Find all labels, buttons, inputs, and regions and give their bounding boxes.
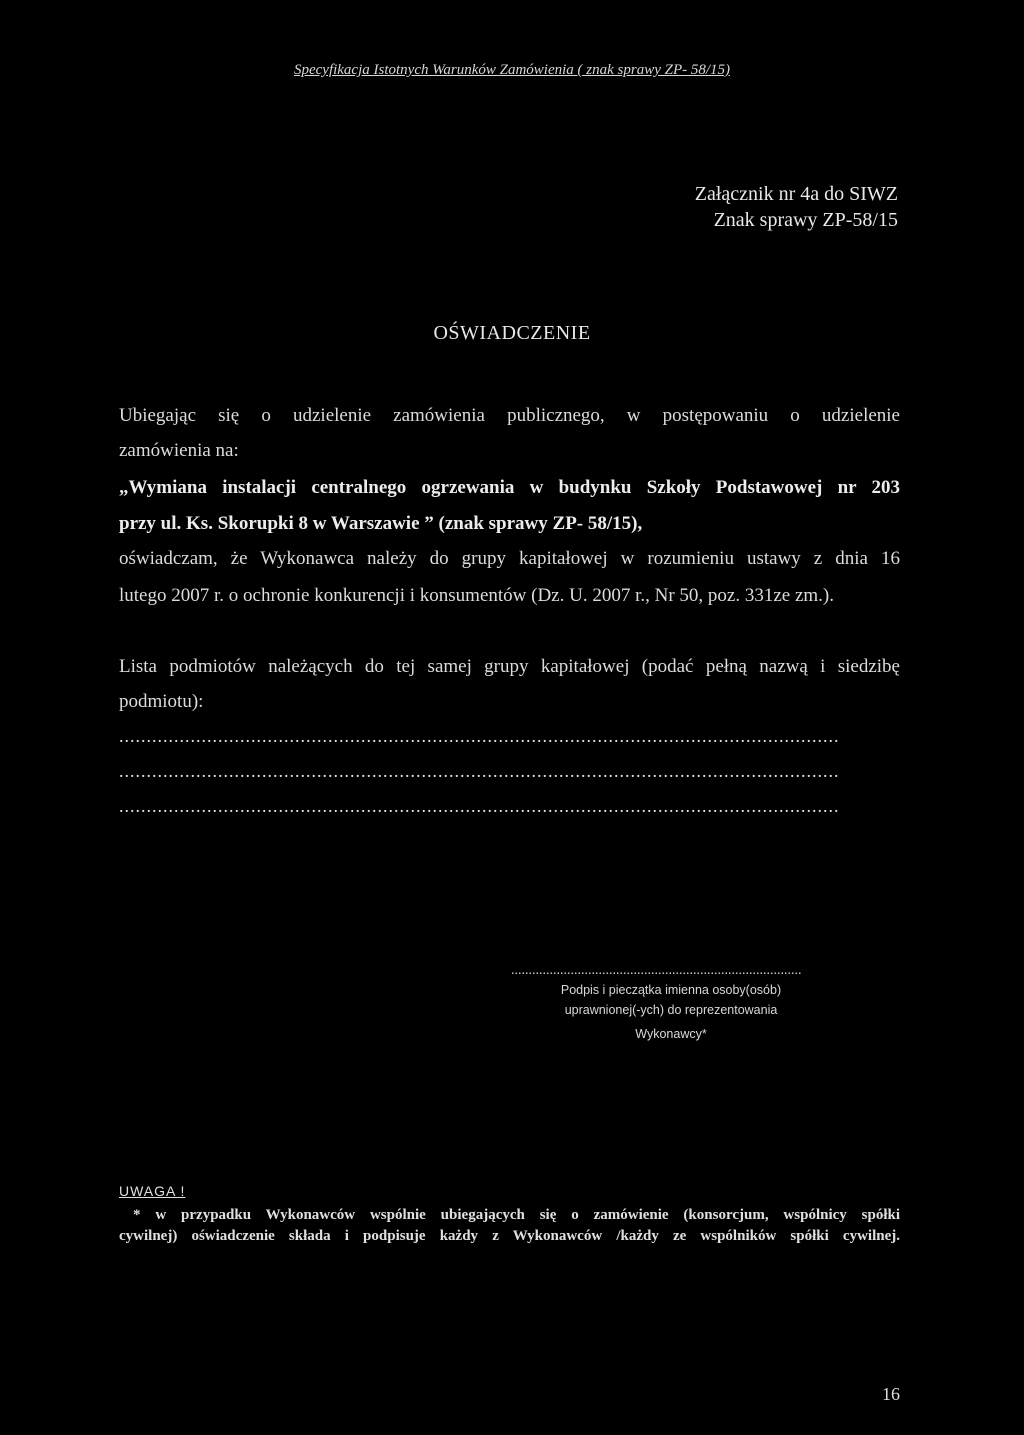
case-reference: Znak sprawy ZP-58/15 (713, 209, 898, 231)
document-header: Specyfikacja Istotnych Warunków Zamówienia ( znak sprawy ZP- 58/15) (293, 62, 731, 78)
signature-caption-3: Wykonawcy* (635, 1027, 707, 1041)
note-line-1: * w przypadku Wykonawców wspólnie ubiegających się o zamówienie (konsorcjum, wspólnicy spółki (133, 1207, 900, 1223)
note-line-2: cywilnej) oświadczenie składa i podpisuje każdy z Wykonawców /każdy ze wspólników spółki cywilnej. (119, 1228, 900, 1244)
intro-line-2: zamówienia na: (119, 440, 239, 461)
fill-line-2: ................................................................................................................................... (119, 761, 840, 781)
fill-line-3: ................................................................................................................................... (119, 796, 840, 816)
signature-caption-1: Podpis i pieczątka imienna osoby(osób) (560, 983, 782, 997)
declaration-line-1: oświadczam, że Wykonawca należy do grupy kapitałowej w rozumieniu ustawy z dnia 16 (119, 548, 900, 569)
list-instruction-line-2: podmiotu): (119, 691, 204, 712)
document-title: OŚWIADCZENIE (433, 322, 591, 344)
signature-line: ................................................................................... (511, 963, 802, 978)
list-instruction-line-1: Lista podmiotów należących do tej samej grupy kapitałowej (podać pełną nazwą i siedzibę (119, 656, 900, 677)
note-heading: UWAGA ! (119, 1183, 186, 1199)
subject-line-1: „Wymiana instalacji centralnego ogrzewania w budynku Szkoły Podstawowej nr 203 (119, 477, 900, 498)
subject-line-2: przy ul. Ks. Skorupki 8 w Warszawie ” (znak sprawy ZP- 58/15), (119, 513, 643, 534)
signature-caption-2: uprawnionej(-ych) do reprezentowania (564, 1003, 778, 1017)
page-number: 16 (882, 1384, 900, 1404)
intro-line-1: Ubiegając się o udzielenie zamówienia publicznego, w postępowaniu o udzielenie (119, 405, 900, 426)
fill-line-1: ................................................................................................................................... (119, 726, 840, 746)
annex-number: Załącznik nr 4a do SIWZ (694, 183, 898, 205)
declaration-line-2: lutego 2007 r. o ochronie konkurencji i konsumentów (Dz. U. 2007 r., Nr 50, poz. 331ze zm.). (119, 585, 834, 606)
